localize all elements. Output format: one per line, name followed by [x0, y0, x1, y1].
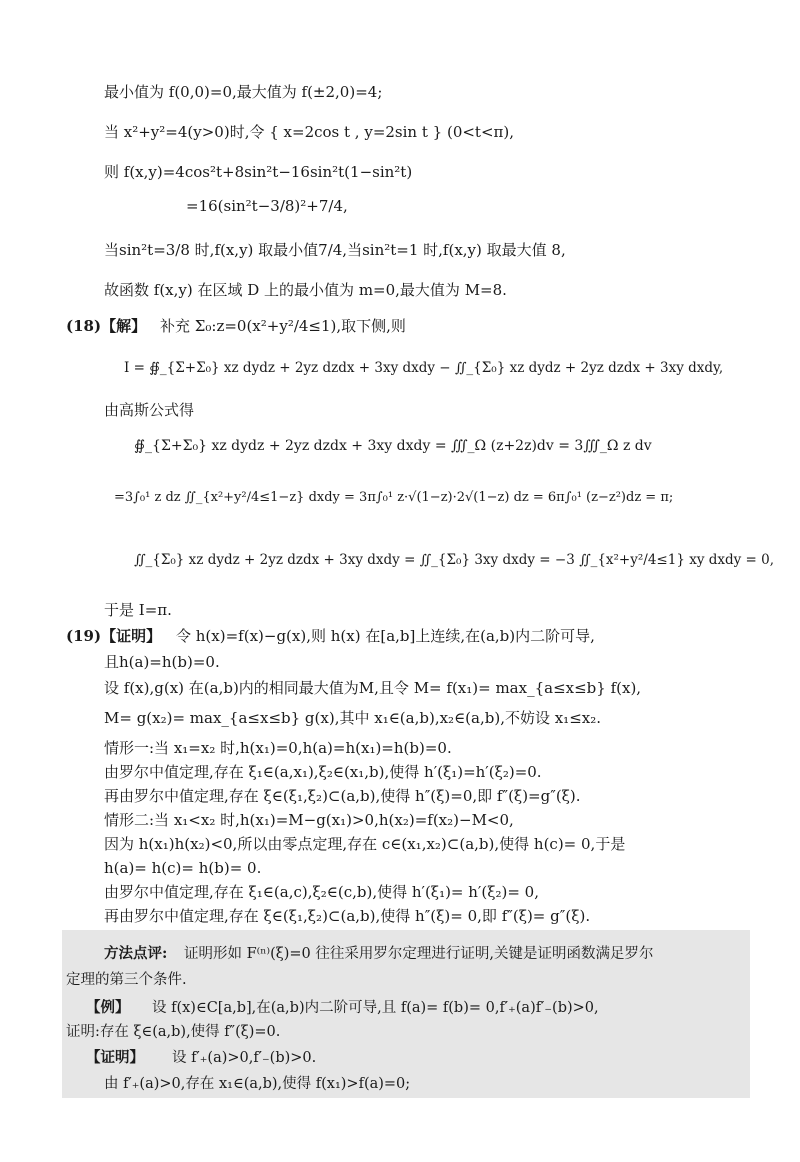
text-line: M= g(x₂)= max_{a≤x≤b} g(x),其中 x₁∈(a,b),x₂∈(a,b),不妨设 x₁≤x₂. [104, 709, 602, 727]
text-line: 则 f(x,y)=4cos²t+8sin²t−16sin²t(1−sin²t) [104, 163, 413, 181]
section-label: (19)【证明】 [66, 627, 162, 645]
text-line: 设 f(x),g(x) 在(a,b)内的相同最大值为M,且令 M= f(x₁)= max_{a≤x≤b} f(x), [104, 679, 642, 697]
text-line: 由罗尔中值定理,存在 ξ₁∈(a,c),ξ₂∈(c,b),使得 h′(ξ₁)= h′(ξ₂)= 0, [104, 883, 539, 901]
text-line: 补充 Σ₀:z=0(x²+y²/4≤1),取下侧,则 [160, 317, 406, 335]
section-label: (18)【解】 [66, 317, 147, 335]
formula-line: ∯_{Σ+Σ₀} xz dydz + 2yz dzdx + 3xy dxdy = ∭_Ω (z+2z)dv = 3∭_Ω z dv [134, 438, 652, 454]
text-line: 情形一:当 x₁=x₂ 时,h(x₁)=0,h(a)=h(x₁)=h(b)=0. [104, 739, 452, 757]
text-line: 设 f′₊(a)>0,f′₋(b)>0. [172, 1050, 317, 1066]
text-line: 于是 I=π. [104, 601, 172, 619]
text-line: =16(sin²t−3/8)²+7/4, [186, 197, 348, 215]
text-line: 因为 h(x₁)h(x₂)<0,所以由零点定理,存在 c∈(x₁,x₂)⊂(a,b),使得 h(c)= 0,于是 [104, 835, 626, 853]
text-line: 设 f(x)∈C[a,b],在(a,b)内二阶可导,且 f(a)= f(b)= 0,f′₊(a)f′₋(b)>0, [152, 1000, 599, 1016]
example-label: 【例】 [86, 999, 130, 1016]
text-line: 由高斯公式得 [104, 401, 195, 419]
text-line: 故函数 f(x,y) 在区域 D 上的最小值为 m=0,最大值为 M=8. [104, 281, 507, 299]
proof-label: 【证明】 [86, 1049, 144, 1066]
text-line: 由 f′₊(a)>0,存在 x₁∈(a,b),使得 f(x₁)>f(a)=0; [104, 1076, 411, 1092]
text-line: 最小值为 f(0,0)=0,最大值为 f(±2,0)=4; [104, 83, 383, 101]
text-line: 情形二:当 x₁<x₂ 时,h(x₁)=M−g(x₁)>0,h(x₂)=f(x₂)−M<0, [104, 811, 514, 829]
text-line: 令 h(x)=f(x)−g(x),则 h(x) 在[a,b]上连续,在(a,b)内二阶可导, [176, 627, 595, 645]
text-line: 证明形如 F⁽ⁿ⁾(ξ)=0 往往采用罗尔定理进行证明,关键是证明函数满足罗尔 [184, 946, 654, 962]
text-line: 且h(a)=h(b)=0. [104, 653, 220, 671]
formula-line: ∬_{Σ₀} xz dydz + 2yz dzdx + 3xy dxdy = ∬_{Σ₀} 3xy dxdy = −3 ∬_{x²+y²/4≤1} xy dxdy = 0, [134, 552, 775, 568]
text-line: 当 x²+y²=4(y>0)时,令 { x=2cos t , y=2sin t } (0<t<π), [104, 123, 515, 141]
text-line: 再由罗尔中值定理,存在 ξ∈(ξ₁,ξ₂)⊂(a,b),使得 h″(ξ)=0,即 f″(ξ)=g″(ξ). [104, 787, 581, 805]
formula-line: I = ∯_{Σ+Σ₀} xz dydz + 2yz dzdx + 3xy dxdy − ∬_{Σ₀} xz dydz + 2yz dzdx + 3xy dxdy, [124, 360, 724, 376]
formula-line: =3∫₀¹ z dz ∬_{x²+y²/4≤1−z} dxdy = 3π∫₀¹ z·√(1−z)·2√(1−z) dz = 6π∫₀¹ (z−z²)dz = π; [114, 490, 674, 505]
text-line: 当sin²t=3/8 时,f(x,y) 取最小值7/4,当sin²t=1 时,f(x,y) 取最大值 8, [104, 241, 566, 259]
tip-heading: 方法点评: [104, 945, 168, 962]
text-line: 再由罗尔中值定理,存在 ξ∈(ξ₁,ξ₂)⊂(a,b),使得 h″(ξ)= 0,即 f″(ξ)= g″(ξ). [104, 907, 591, 925]
text-line: 由罗尔中值定理,存在 ξ₁∈(a,x₁),ξ₂∈(x₁,b),使得 h′(ξ₁)=h′(ξ₂)=0. [104, 763, 542, 781]
text-line: 证明:存在 ξ∈(a,b),使得 f″(ξ)=0. [66, 1024, 281, 1040]
text-line: h(a)= h(c)= h(b)= 0. [104, 859, 262, 877]
text-line: 定理的第三个条件. [66, 972, 187, 988]
